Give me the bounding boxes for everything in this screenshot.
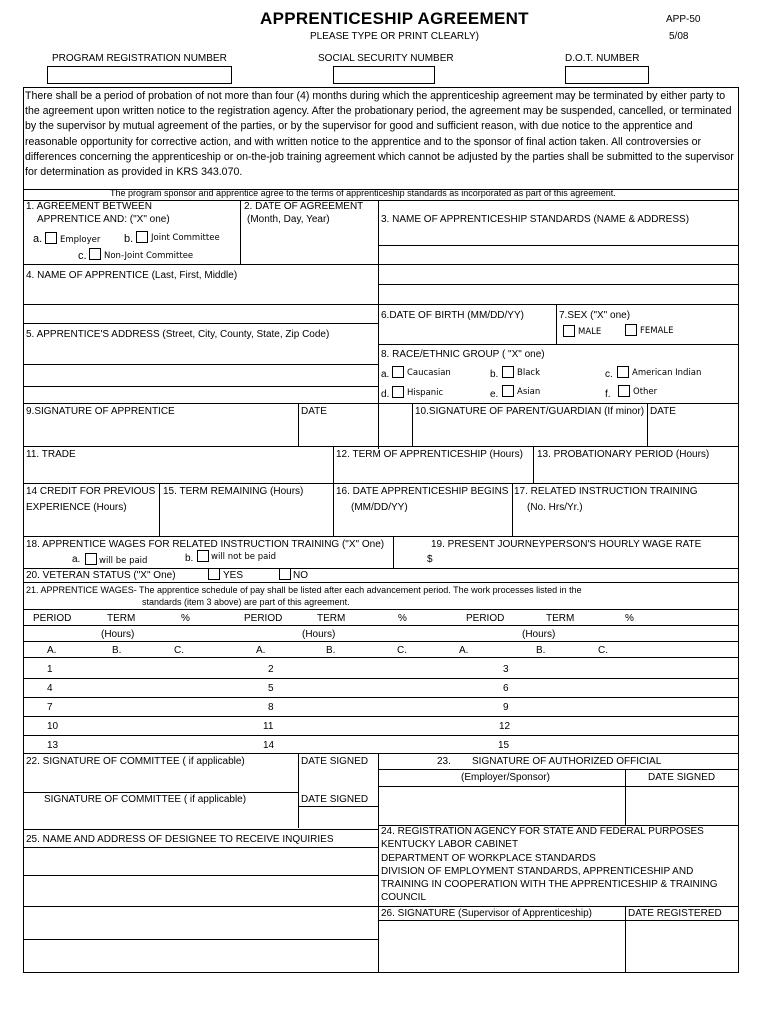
period-row-3-col-2: 8: [268, 702, 274, 713]
program-registration-label: PROGRAM REGISTRATION NUMBER: [52, 53, 227, 64]
female-label: FEMALE: [640, 326, 674, 336]
joint-committee-checkbox[interactable]: [136, 231, 148, 243]
related-instruction-label: 17. RELATED INSTRUCTION TRAINING: [514, 486, 698, 497]
veteran-no-checkbox[interactable]: [279, 568, 291, 580]
employer-sponsor-label: (Employer/Sponsor): [461, 772, 550, 783]
veteran-no-label: NO: [293, 570, 308, 581]
registration-agency-line-3: DEPARTMENT OF WORKPLACE STANDARDS: [381, 853, 596, 864]
dot-field[interactable]: [565, 66, 649, 84]
period-header-3: PERIOD: [466, 613, 505, 624]
official-date-signed-label: DATE SIGNED: [648, 772, 716, 783]
date-of-agreement-sub: (Month, Day, Year): [247, 214, 330, 225]
period-row-4-col-2: 11: [263, 721, 274, 732]
authorized-official-label: SIGNATURE OF AUTHORIZED OFFICIAL: [472, 756, 662, 767]
guardian-signature-date-label: DATE: [650, 406, 676, 417]
dollar-sign: $: [427, 554, 433, 565]
registration-agency-line-4: DIVISION OF EMPLOYMENT STANDARDS, APPRENTICESHIP AND: [381, 866, 694, 877]
hispanic-label: Hispanic: [407, 388, 444, 398]
black-label: Black: [517, 368, 540, 378]
male-label: MALE: [578, 327, 602, 337]
black-checkbox[interactable]: [502, 366, 514, 378]
wages-related-label: 18. APPRENTICE WAGES FOR RELATED INSTRUCTION TRAINING ("X" One): [26, 539, 385, 550]
period-header-2: PERIOD: [244, 613, 283, 624]
registration-agency-line-2: KENTUCKY LABOR CABINET: [381, 839, 519, 850]
ssn-label: SOCIAL SECURITY NUMBER: [318, 53, 454, 64]
period-row-5-col-3: 15: [498, 740, 510, 751]
apprentice-address-label: 5. APPRENTICE'S ADDRESS (Street, City, County, State, Zip Code): [26, 329, 330, 340]
joint-committee-label: Joint Committee: [151, 233, 220, 243]
registration-agency-line-6: COUNCIL: [381, 892, 427, 903]
pct-header-1: %: [181, 613, 190, 624]
period-row-2-col-3: 6: [503, 683, 509, 694]
frame-right: [738, 87, 739, 973]
supervisor-signature-label: 26. SIGNATURE (Supervisor of Apprenticeship): [381, 908, 593, 919]
apprentice-name-label: 4. NAME OF APPRENTICE (Last, First, Middle): [26, 270, 238, 281]
date-of-birth-label: 6.DATE OF BIRTH (MM/DD/YY): [381, 310, 524, 321]
asian-checkbox[interactable]: [502, 385, 514, 397]
period-header-1: PERIOD: [33, 613, 72, 624]
caucasian-checkbox[interactable]: [392, 366, 404, 378]
veteran-yes-checkbox[interactable]: [208, 568, 220, 580]
veteran-status-label: 20. VETERAN STATUS ("X" One): [26, 570, 176, 581]
guardian-signature-label: 10.SIGNATURE OF PARENT/GUARDIAN (If minor): [415, 406, 645, 417]
hispanic-checkbox[interactable]: [392, 386, 404, 398]
date-registered-label: DATE REGISTERED: [628, 908, 722, 919]
period-row-3-col-1: 7: [47, 702, 53, 713]
period-row-4-col-3: 12: [499, 721, 511, 732]
committee-date-signed-label-2: DATE SIGNED: [301, 794, 369, 805]
period-row-5-col-2: 14: [263, 740, 275, 751]
probationary-period-label: 13. PROBATIONARY PERIOD (Hours): [537, 449, 710, 460]
frame-top: [23, 87, 739, 88]
committee-date-signed-label: DATE SIGNED: [301, 756, 369, 767]
standards-name-label: 3. NAME OF APPRENTICESHIP STANDARDS (NAME & ADDRESS): [381, 214, 690, 225]
credit-previous-sub: EXPERIENCE (Hours): [26, 502, 127, 513]
form-date: 5/08: [669, 31, 689, 42]
sex-label: 7.SEX ("X" one): [559, 310, 631, 321]
registration-agency-line-5: TRAINING IN COOPERATION WITH THE APPRENTICESHIP & TRAINING: [381, 879, 718, 890]
caucasian-label: Caucasian: [407, 368, 451, 378]
dot-label: D.O.T. NUMBER: [565, 53, 640, 64]
veteran-yes-label: YES: [223, 570, 244, 581]
agreement-between-sub: APPRENTICE AND: ("X" one): [37, 214, 170, 225]
related-instruction-sub: (No. Hrs/Yr.): [527, 502, 583, 513]
female-checkbox[interactable]: [625, 324, 637, 336]
period-row-3-col-3: 9: [503, 702, 509, 713]
will-not-be-paid-label: will not be paid: [211, 552, 277, 562]
frame-left: [23, 87, 24, 973]
ssn-field[interactable]: [333, 66, 435, 84]
registration-agency-line-1: 24. REGISTRATION AGENCY FOR STATE AND FEDERAL PURPOSES: [381, 826, 704, 837]
program-registration-field[interactable]: [47, 66, 232, 84]
period-row-1-col-3: 3: [503, 664, 509, 675]
term-header-2: TERM: [317, 613, 346, 624]
apprentice-wages-label: 21. APPRENTICE WAGES- The apprentice schedule of pay shall be listed after each advancement period. The work processes listed in the: [26, 585, 582, 595]
designee-label: 25. NAME AND ADDRESS OF DESIGNEE TO RECEIVE INQUIRIES: [26, 834, 334, 845]
other-label: Other: [633, 387, 658, 397]
hours-header-2: (Hours): [302, 629, 336, 640]
period-row-2-col-1: 4: [47, 683, 53, 694]
agreement-between-label: 1. AGREEMENT BETWEEN: [26, 201, 152, 212]
period-row-2-col-2: 5: [268, 683, 274, 694]
term-remaining-label: 15. TERM REMAINING (Hours): [163, 486, 304, 497]
employer-label: Employer: [60, 235, 101, 245]
apprentice-signature-label: 9.SIGNATURE OF APPRENTICE: [26, 406, 175, 417]
term-of-apprenticeship-label: 12. TERM OF APPRENTICESHIP (Hours): [336, 449, 523, 460]
period-row-5-col-1: 13: [47, 740, 59, 751]
asian-label: Asian: [517, 387, 541, 397]
term-header-1: TERM: [107, 613, 136, 624]
journeyperson-wage-label: 19. PRESENT JOURNEYPERSON'S HOURLY WAGE RATE: [431, 539, 702, 550]
hours-header-3: (Hours): [522, 629, 556, 640]
terms-line: The program sponsor and apprentice agree to the terms of apprenticeship standards as incorporated as part of this agreement.: [110, 188, 616, 198]
date-begins-sub: (MM/DD/YY): [351, 502, 408, 513]
date-of-agreement-label: 2. DATE OF AGREEMENT: [244, 201, 364, 212]
will-not-be-paid-checkbox[interactable]: [197, 550, 209, 562]
trade-label: 11. TRADE: [26, 449, 76, 460]
race-label: 8. RACE/ETHNIC GROUP ( "X" one): [381, 349, 545, 360]
employer-checkbox[interactable]: [45, 232, 57, 244]
non-joint-committee-checkbox[interactable]: [89, 248, 101, 260]
form-code: APP-50: [666, 14, 701, 25]
american-indian-checkbox[interactable]: [617, 366, 629, 378]
pct-header-3: %: [625, 613, 634, 624]
frame-bottom: [23, 972, 739, 973]
male-checkbox[interactable]: [563, 325, 575, 337]
non-joint-committee-label: Non-Joint Committee: [104, 251, 194, 261]
credit-previous-label: 14 CREDIT FOR PREVIOUS: [26, 486, 156, 497]
form-subtitle: PLEASE TYPE OR PRINT CLEARLY): [310, 31, 479, 42]
will-be-paid-checkbox[interactable]: [85, 553, 97, 565]
apprentice-signature-date-label: DATE: [301, 406, 327, 417]
pct-header-2: %: [398, 613, 407, 624]
period-row-4-col-1: 10: [47, 721, 59, 732]
american-indian-label: American Indian: [632, 368, 702, 378]
period-row-1-col-2: 2: [268, 664, 274, 675]
apprentice-wages-sub: standards (item 3 above) are part of this agreement.: [142, 597, 350, 607]
hours-header-1: (Hours): [101, 629, 135, 640]
form-title: APPRENTICESHIP AGREEMENT: [260, 9, 529, 28]
committee-signature-label: 22. SIGNATURE OF COMMITTEE ( if applicable): [26, 756, 245, 767]
term-header-3: TERM: [546, 613, 575, 624]
period-row-1-col-1: 1: [47, 664, 53, 675]
will-be-paid-label: will be paid: [99, 556, 148, 566]
other-checkbox[interactable]: [618, 385, 630, 397]
committee-signature-label-2: SIGNATURE OF COMMITTEE ( if applicable): [44, 794, 247, 805]
probation-paragraph: There shall be a period of probation of not more than four (4) months during which the apprenticeship agreement may be terminated by either party to the agreement upon written notice to the registration agency. After the probationary period, the agreement may be suspended, cancelled, or terminated by the supervisor by mutual agreement of the parties, or by the supervisor for good and sufficient reason, with due notice to the apprentice and reasonable opportunity for corrective action, and with written notice to the apprentice and to the sponsor of final action taken. All controversies or differences concerning the apprenticeship or on-the-job training agreement which cannot be adjusted by the parties shall be submitted to the supervisor for determination as provided in KRS 343.070.: [25, 90, 734, 179]
date-begins-label: 16. DATE APPRENTICESHIP BEGINS: [336, 486, 509, 497]
